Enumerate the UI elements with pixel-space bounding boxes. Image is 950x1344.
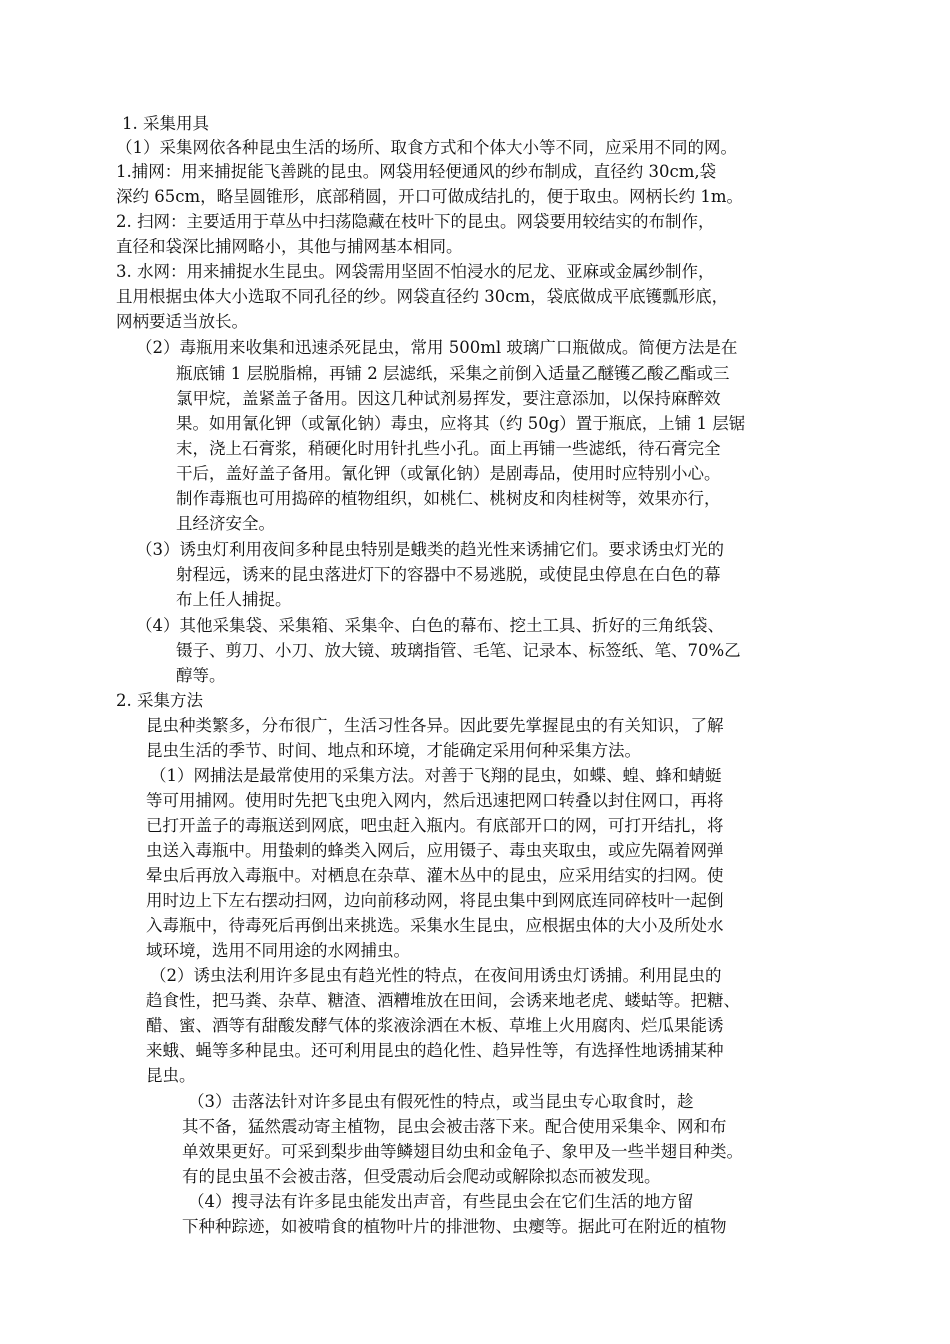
text-line: （1）采集网依各种昆虫生活的场所、取食方式和个体大小等不同，应采用不同的网。 [116,138,737,157]
text-line: 醋、蜜、酒等有甜酸发酵气体的浆液涂洒在木板、草堆上火用腐肉、烂瓜果能诱 [146,1016,724,1035]
text-line: 已打开盖子的毒瓶送到网底，吧虫赶入瓶内。有底部开口的网，可打开结扎，将 [146,816,724,835]
text-line: 域环境，选用不同用途的水网捕虫。 [146,941,410,960]
text-line: 用时边上下左右摆动扫网，边向前移动网，将昆虫集中到网底连同碎枝叶一起倒 [146,891,724,910]
text-line: 下种种踪迹，如被啃食的植物叶片的排泄物、虫瘿等。据此可在附近的植物 [182,1217,727,1236]
text-line: 趋食性，把马粪、杂草、糖渣、酒糟堆放在田间，会诱来地老虎、蝼蛄等。把糖、 [146,991,740,1010]
text-line: 瓶底铺 1 层脱脂棉，再铺 2 层滤纸，采集之前倒入适量乙醚镬乙酸乙酯或三 [176,364,730,383]
text-line: 单效果更好。可采到梨步曲等鳞翅目幼虫和金龟子、象甲及一些半翅目种类。 [182,1142,743,1161]
text-line: 末，浇上石膏浆，稍硬化时用针扎些小孔。面上再铺一些滤纸，待石膏完全 [176,439,721,458]
text-line: （3）诱虫灯利用夜间多种昆虫特别是蛾类的趋光性来诱捕它们。要求诱虫灯光的 [136,540,724,559]
text-line: 其不备，猛然震动寄主植物，昆虫会被击落下来。配合使用采集伞、网和布 [182,1117,727,1136]
text-line: 有的昆虫虽不会被击落，但受震动后会爬动或解除拟态而被发现。 [182,1167,661,1186]
text-line: （1）网捕法是最常使用的采集方法。对善于飞翔的昆虫，如蝶、蝗、蜂和蜻蜓 [150,766,722,785]
text-line: 昆虫生活的季节、时间、地点和环境，才能确定采用何种采集方法。 [146,741,641,760]
text-line: 醇等。 [176,666,226,685]
heading-methods: 2. 采集方法 [116,691,203,710]
text-line: 果。如用氰化钾（或氰化钠）毒虫，应将其（约 50g）置于瓶底，上铺 1 层锯 [176,414,746,433]
text-line: 深约 65cm，略呈圆锥形，底部稍圆，开口可做成结扎的，便于取虫。网柄长约 1m。 [116,187,744,206]
heading-tools: 1. 采集用具 [122,114,209,133]
text-line: 网柄要适当放长。 [116,312,248,331]
text-line: 制作毒瓶也可用捣碎的植物组织，如桃仁、桃树皮和肉桂树等，效果亦行， [176,489,721,508]
text-line: 射程远，诱来的昆虫落进灯下的容器中不易逃脱，或使昆虫停息在白色的幕 [176,565,721,584]
text-line: 等可用捕网。使用时先把飞虫兜入网内，然后迅速把网口转叠以封住网口，再将 [146,791,724,810]
text-line: 晕虫后再放入毒瓶中。对栖息在杂草、灌木丛中的昆虫，应采用结实的扫网。使 [146,866,724,885]
text-line: 昆虫种类繁多，分布很广，生活习性各异。因此要先掌握昆虫的有关知识，了解 [146,716,724,735]
text-line: 3. 水网：用来捕捉水生昆虫。网袋需用坚固不怕浸水的尼龙、亚麻或金属纱制作， [116,262,715,281]
text-line: 且用根据虫体大小选取不同孔径的纱。网袋直径约 30cm，袋底做成平底镬瓢形底， [116,287,729,306]
text-line: （3）击落法针对许多昆虫有假死性的特点，或当昆虫专心取食时，趁 [188,1092,694,1111]
text-line: 镊子、剪刀、小刀、放大镜、玻璃指管、毛笔、记录本、标签纸、笔、70%乙 [176,641,741,660]
text-line: （4）搜寻法有许多昆虫能发出声音，有些昆虫会在它们生活的地方留 [188,1192,694,1211]
text-line: （2）毒瓶用来收集和迅速杀死昆虫，常用 500ml 玻璃广口瓶做成。简便方法是在 [136,338,738,357]
text-line: 入毒瓶中，待毒死后再倒出来挑选。采集水生昆虫，应根据虫体的大小及所处水 [146,916,724,935]
text-line: 来蛾、蝇等多种昆虫。还可利用昆虫的趋化性、趋异性等，有选择性地诱捕某种 [146,1041,724,1060]
text-line: 1.捕网：用来捕捉能飞善跳的昆虫。网袋用轻便通风的纱布制成，直径约 30cm,袋 [116,162,717,181]
text-line: （4）其他采集袋、采集箱、采集伞、白色的幕布、挖土工具、折好的三角纸袋、 [136,616,724,635]
text-line: 昆虫。 [146,1066,196,1085]
text-line: （2）诱虫法利用许多昆虫有趋光性的特点，在夜间用诱虫灯诱捕。利用昆虫的 [150,966,722,985]
text-line: 干后，盖好盖子备用。氰化钾（或氰化钠）是剧毒品，使用时应特别小心。 [176,464,721,483]
text-line: 2. 扫网：主要适用于草丛中扫荡隐藏在枝叶下的昆虫。网袋要用较结实的布制作， [116,212,715,231]
text-line: 直径和袋深比捕网略小，其他与捕网基本相同。 [116,237,463,256]
text-line: 虫送入毒瓶中。用蛰刺的蜂类入网后，应用镊子、毒虫夹取虫，或应先隔着网弹 [146,841,724,860]
text-line: 氯甲烷，盖紧盖子备用。因这几种试剂易挥发，要注意添加，以保持麻醉效 [176,389,721,408]
text-line: 布上任人捕捉。 [176,590,292,609]
text-line: 且经济安全。 [176,514,275,533]
